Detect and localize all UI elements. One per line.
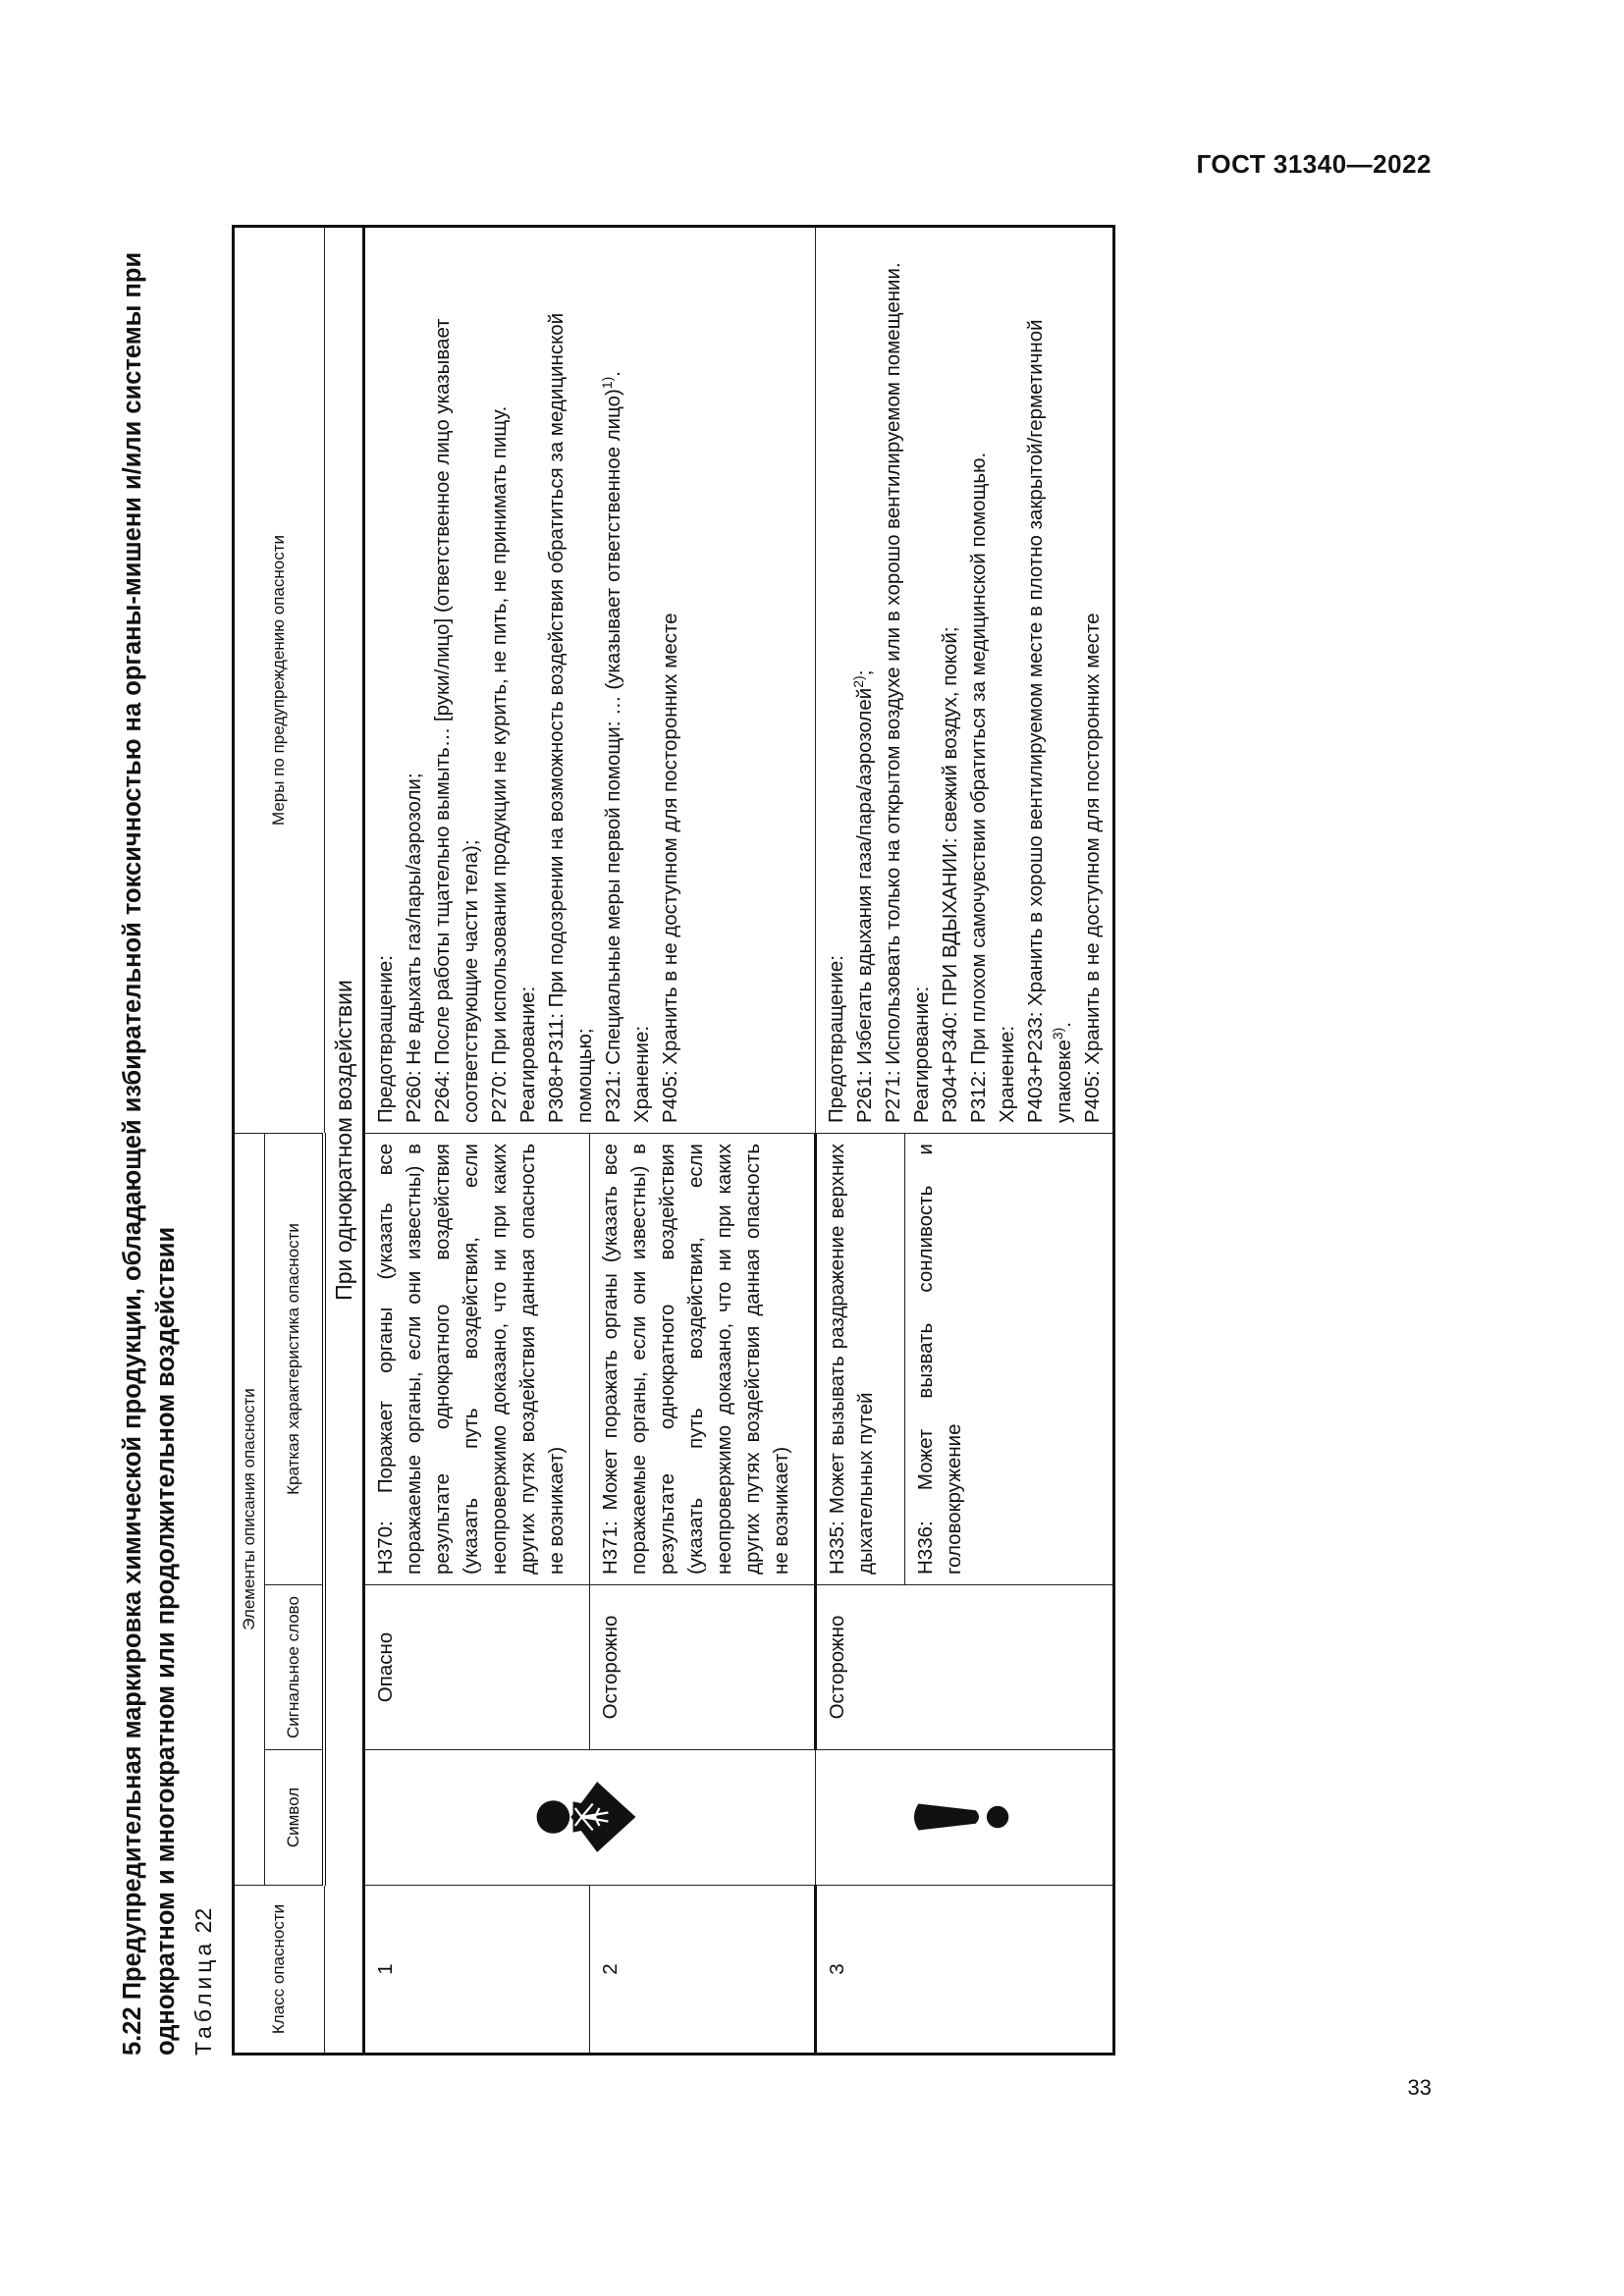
hazard-statement-3a: H335: Может вызывать раздражение верхних дыхательных путей xyxy=(816,1133,905,1584)
page-number: 33 xyxy=(1407,2075,1432,2100)
header-signal-word: Сигнальное слово xyxy=(265,1585,325,1750)
footnote-mark: 1) xyxy=(599,376,616,390)
class-3: 3 xyxy=(816,1886,1114,2055)
standard-number: ГОСТ 31340—2022 xyxy=(1196,149,1432,179)
measure-line: P308+P311: При подозрении на возможность воздействия обратиться за медицинской помощью; xyxy=(545,312,596,1123)
measure-line: P405: Хранить в не доступном для посторонних месте xyxy=(659,613,681,1123)
measure-line-with-footnote: P261: Избегать вдыхания газа/пара/аэрозолей$^{2)}$; xyxy=(850,669,876,1123)
signal-word-1: Опасно xyxy=(364,1585,590,1750)
footnote-mark: 2) xyxy=(850,675,867,688)
class-1: 1 xyxy=(364,1886,590,2055)
measure-line: P304+P340: ПРИ ВДЫХАНИИ: свежий воздух, покой; xyxy=(939,626,961,1123)
measure-text: P261: Избегать вдыхания газа/пара/аэрозолей xyxy=(853,687,876,1123)
measures-1 xyxy=(364,226,816,1133)
section-title: 5.22 Предупредительная маркировка химической продукции, обладающей избирательной токсичностью на органы-мишени и/или системы при однократном и многократном или продолжительном воздействии xyxy=(119,251,180,2056)
rotated-content xyxy=(116,220,1196,2056)
table-caption-number: 22 xyxy=(190,1907,216,1934)
category-row: При однократном воздействии xyxy=(324,226,364,2054)
header-elements-group: Элементы описания опасности xyxy=(234,1133,265,1885)
measure-line: P312: При плохом самочувствии обратиться за медицинской помощью. xyxy=(967,452,990,1123)
header-class: Класс опасности xyxy=(234,1886,325,2055)
hazard-statement-3b: H336: Может вызвать сонливость и головокружение xyxy=(905,1133,1114,1584)
hazard-statement-1: H370: Поражает органы (указать все поражаемые органы, если они известны) в результате однократного воздействия (указать путь воздействия, если неопровержимо доказано, что ни при каких других путях воздействия данная опасность не возникает) xyxy=(364,1133,590,1584)
class-2: 2 xyxy=(590,1886,816,2055)
measures-3 xyxy=(816,226,1114,1133)
table-caption xyxy=(190,1908,217,2056)
measure-text: P403+P233: Хранить в хорошо вентилируемом месте в плотно закрытой/герметичной упаковке xyxy=(1024,319,1075,1123)
header-symbol: Символ xyxy=(265,1750,325,1886)
measure-line-with-footnote: P321: Специальные меры первой помощи: … (указывает ответственное лицо)$^{1)}$. xyxy=(599,370,624,1123)
measure-line: P270: При использовании продукции не курить, не пить, не принимать пищу. xyxy=(488,405,511,1123)
measure-line: Хранение: xyxy=(630,1025,653,1123)
health-hazard-icon xyxy=(531,1763,641,1873)
measure-line: Предотвращение: xyxy=(374,954,397,1123)
table-caption-word: Таблица xyxy=(190,1939,216,2056)
hazard-statement-2: H371: Может поражать органы (указать все поражаемые органы, если они известны) в результате однократного воздействия (указать путь воздействия, если неопровержимо доказано, что ни при каких других путях воздействия данная опасность не возникает) xyxy=(590,1133,816,1584)
measure-line: Предотвращение: xyxy=(825,954,847,1123)
measure-line: P405: Хранить в не доступном для посторонних месте xyxy=(1081,613,1104,1123)
measure-line: P264: После работы тщательно вымыть… [руки/лицо] (ответственное лицо указывает соответствующие части тела); xyxy=(431,318,482,1123)
signal-word-3: Осторожно xyxy=(816,1585,1114,1750)
signal-word-2: Осторожно xyxy=(590,1585,816,1750)
measure-line: Реагирование: xyxy=(910,986,933,1123)
measure-line: P260: Не вдыхать газ/пары/аэрозоли; xyxy=(403,773,425,1123)
measure-line: P271: Использовать только на открытом воздухе или в хорошо вентилируемом помещении. xyxy=(882,262,904,1123)
measure-line: Реагирование: xyxy=(516,986,539,1123)
symbol-cell-3 xyxy=(816,1750,1114,1886)
measure-line-with-footnote: P403+P233: Хранить в хорошо вентилируемом месте в плотно закрытой/герметичной упаковке$^{3)}$. xyxy=(1024,319,1075,1123)
hazard-table xyxy=(232,225,1115,2056)
exclamation-icon xyxy=(905,1763,1015,1873)
measure-line: Хранение: xyxy=(996,1025,1018,1123)
header-precautionary: Меры по предупреждению опасности xyxy=(234,226,325,1133)
symbol-cell-1 xyxy=(364,1750,816,1886)
measure-text: P321: Специальные меры первой помощи: … (указывает ответственное лицо) xyxy=(602,389,624,1123)
header-hazard-statement: Краткая характеристика опасности xyxy=(265,1133,325,1584)
footnote-mark: 3) xyxy=(1050,1027,1066,1041)
